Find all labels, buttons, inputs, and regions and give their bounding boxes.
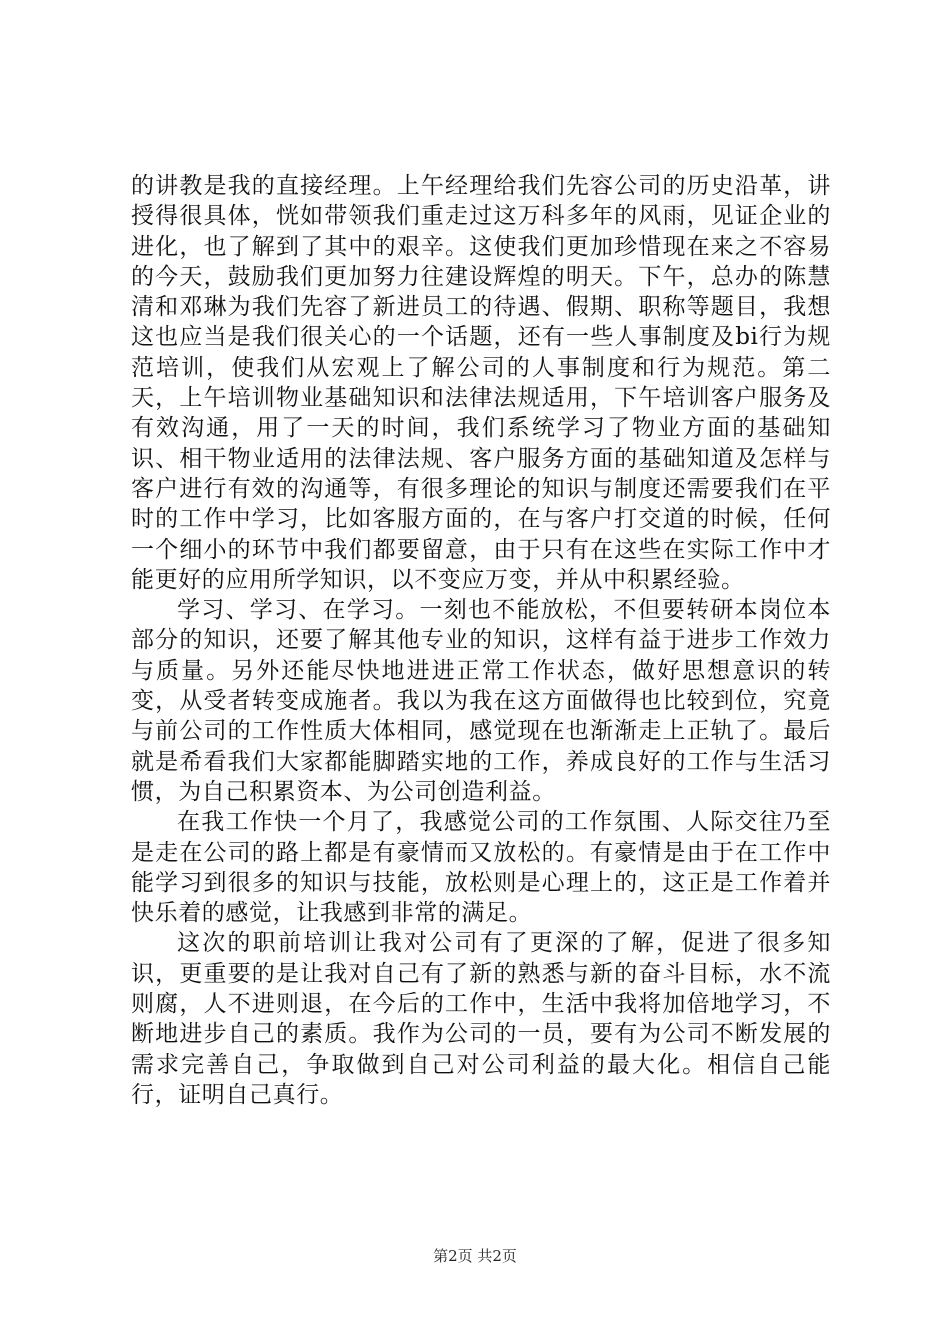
page-number-footer: 第2页 共2页	[433, 1247, 517, 1265]
paragraph-2: 学习、学习、在学习。一刻也不能放松，不但要转研本岗位本部分的知识，还要了解其他专业的知识，这样有益于进步工作效力与质量。另外还能尽快地进进正常工作状态，做好思想意识的转变，从受者转变成施者。我以为我在这方面做得也比较到位，究竟与前公司的工作性质大体相同，感觉现在也渐渐走上正轨了。最后就是希看我们大家都能脚踏实地的工作，养成良好的工作与生活习惯，为自己积累资本、为公司创造利益。	[131, 597, 831, 805]
paragraph-3: 在我工作快一个月了，我感觉公司的工作氛围、人际交往乃至是走在公司的路上都是有豪情而又放松的。有豪情是由于在工作中能学习到很多的知识与技能，放松则是心理上的，这正是工作着并快乐着的感觉，让我感到非常的满足。	[131, 809, 831, 927]
paragraph-1: 的讲教是我的直接经理。上午经理给我们先容公司的历史沿革，讲授得很具体，恍如带领我们重走过这万科多年的风雨，见证企业的进化，也了解到了其中的艰辛。这使我们更加珍惜现在来之不容易的今天，鼓励我们更加努力往建设辉煌的明天。下午，总办的陈慧清和邓琳为我们先容了新进员工的待遇、假期、职称等题目，我想这也应当是我们很关心的一个话题，还有一些人事制度及bi行为规范培训，使我们从宏观上了解公司的人事制度和行为规范。第二天，上午培训物业基础知识和法律法规适用，下午培训客户服务及有效沟通，用了一天的时间，我们系统学习了物业方面的基础知识、相干物业适用的法律法规、客户服务方面的基础知道及怎样与客户进行有效的沟通等，有很多理论的知识与制度还需要我们在平时的工作中学习，比如客服方面的，在与客户打交道的时候，任何一个细小的环节中我们都要留意，由于只有在这些在实际工作中才能更好的应用所学知识，以不变应万变，并从中积累经验。	[131, 173, 831, 593]
paragraph-4: 这次的职前培训让我对公司有了更深的了解，促进了很多知识，更重要的是让我对自己有了新的熟悉与新的奋斗目标，水不流则腐，人不进则退，在今后的工作中，生活中我将加倍地学习，不断地进步自己的素质。我作为公司的一员，要有为公司不断发展的需求完善自己，争取做到自己对公司利益的最大化。相信自己能行，证明自己真行。	[131, 930, 831, 1108]
document-body	[131, 171, 831, 1110]
